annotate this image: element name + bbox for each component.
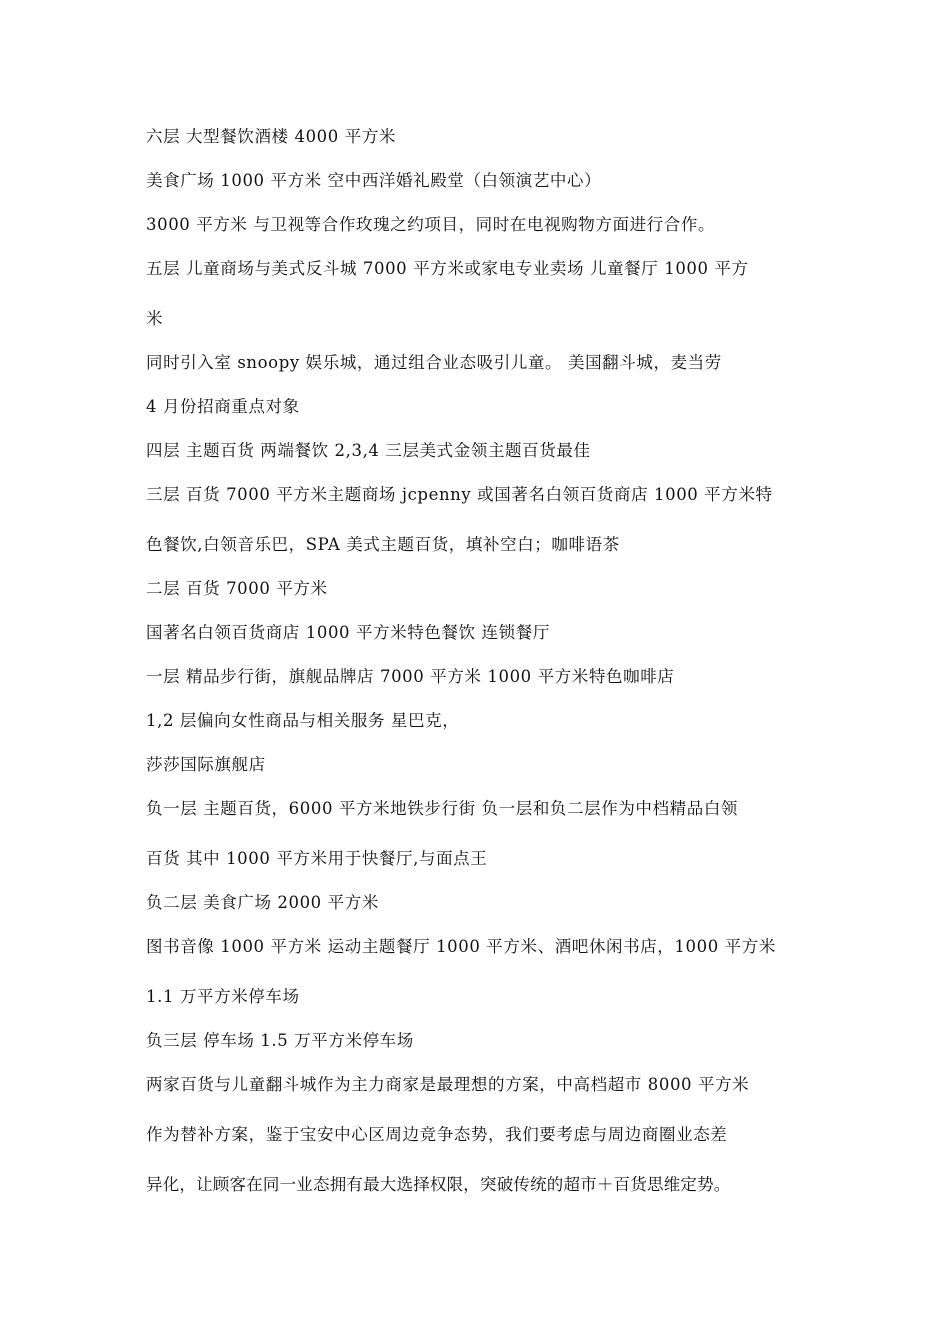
text-line-basement-2: 负二层 美食广场 2000 平方米 bbox=[146, 893, 379, 912]
text-line-snoopy: 同时引入室 snoopy 娱乐城，通过组合业态吸引儿童。 美国翻斗城，麦当劳 bbox=[146, 353, 722, 372]
text-line-floor-2-detail: 国著名白领百货商店 1000 平方米特色餐饮 连锁餐厅 bbox=[146, 623, 550, 642]
text-line-floor-2: 二层 百货 7000 平方米 bbox=[146, 579, 328, 598]
text-line-floor-6: 六层 大型餐饮酒楼 4000 平方米 bbox=[146, 127, 397, 146]
text-line-floor-1: 一层 精品步行街，旗舰品牌店 7000 平方米 1000 平方米特色咖啡店 bbox=[146, 667, 675, 686]
text-line-food-court-wedding-hall: 美食广场 1000 平方米 空中西洋婚礼殿堂（白领演艺中心） bbox=[146, 171, 602, 190]
text-line-floor-3-continued: 色餐饮,白领音乐巴，SPA 美式主题百货，填补空白；咖啡语茶 bbox=[146, 535, 620, 554]
text-line-floor-5: 五层 儿童商场与美式反斗城 7000 平方米或家电专业卖场 儿童餐厅 1000 平方 bbox=[146, 259, 749, 278]
text-line-parking-1: 1.1 万平方米停车场 bbox=[146, 987, 300, 1006]
text-line-basement-3: 负三层 停车场 1.5 万平方米停车场 bbox=[146, 1031, 414, 1050]
text-line-anchor-tenants: 两家百货与儿童翻斗城作为主力商家是最理想的方案，中高档超市 8000 平方米 bbox=[146, 1075, 750, 1094]
text-line-basement-1-continued: 百货 其中 1000 平方米用于快餐厅,与面点王 bbox=[146, 849, 488, 868]
text-line-floor-3: 三层 百货 7000 平方米主题商场 jcpenny 或国著名白领百货商店 1000 平方米特 bbox=[146, 485, 773, 504]
text-line-sasa: 莎莎国际旗舰店 bbox=[146, 755, 266, 774]
text-line-backup-plan: 作为替补方案，鉴于宝安中心区周边竞争态势，我们要考虑与周边商圈业态差 bbox=[146, 1125, 728, 1144]
text-line-april-targets: 4 月份招商重点对象 bbox=[146, 397, 300, 416]
text-line-floor-4: 四层 主题百货 两端餐饮 2,3,4 三层美式金领主题百货最佳 bbox=[146, 441, 591, 460]
text-line-basement-1: 负一层 主题百货，6000 平方米地铁步行街 负一层和负二层作为中档精品白领 bbox=[146, 799, 739, 818]
text-line-differentiation: 异化，让顾客在同一业态拥有最大选择权限，突破传统的超市＋百货思维定势。 bbox=[146, 1175, 731, 1194]
text-line-floor-5-continued: 米 bbox=[146, 309, 164, 328]
text-line-floors-1-2-female: 1,2 层偏向女性商品与相关服务 星巴克， bbox=[146, 711, 460, 730]
text-line-tv-cooperation: 3000 平方米 与卫视等合作玫瑰之约项目，同时在电视购物方面进行合作。 bbox=[146, 215, 716, 234]
text-line-basement-2-detail: 图书音像 1000 平方米 运动主题餐厅 1000 平方米、酒吧休闲书店，1000 平方米 bbox=[146, 937, 776, 956]
